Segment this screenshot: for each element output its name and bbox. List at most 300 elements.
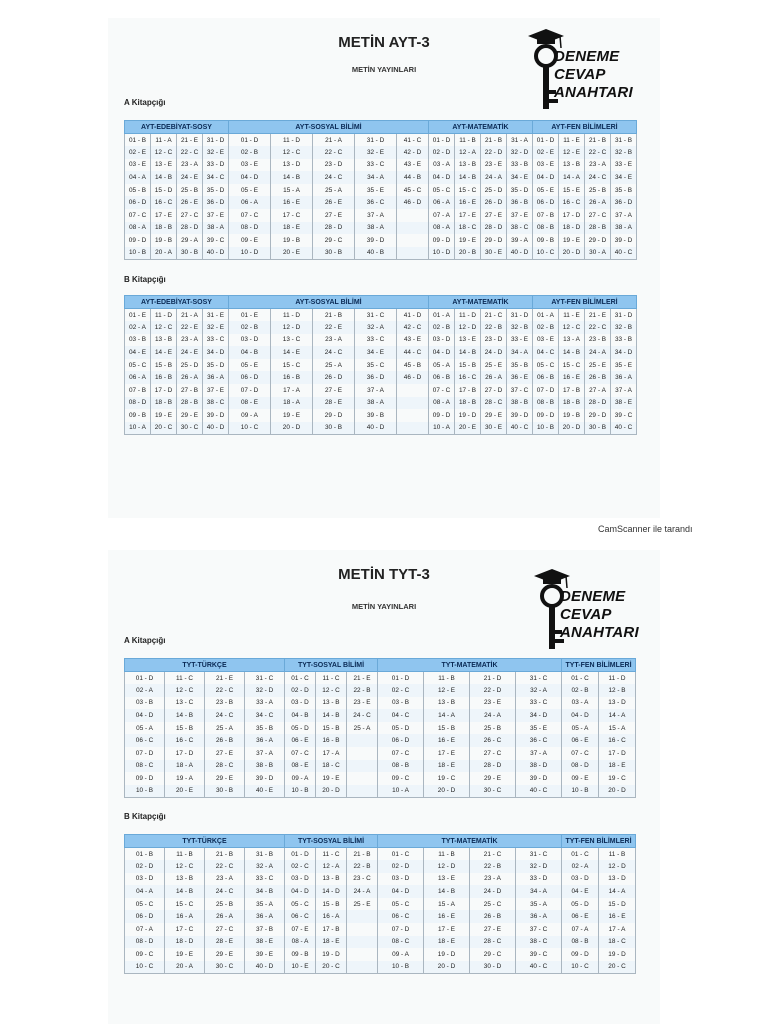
section-header: TYT-SOSYAL BİLİMİ	[285, 659, 378, 672]
answer-cell: 38 - D	[516, 760, 562, 773]
answer-cell: 03 - B	[125, 334, 151, 347]
answer-cell: 22 - C	[177, 146, 203, 159]
table-row	[125, 936, 636, 949]
answer-cell: 19 - D	[316, 948, 347, 961]
answer-cell: 19 - E	[559, 234, 585, 247]
table-row	[125, 171, 637, 184]
answer-cell: 40 - C	[507, 422, 533, 435]
answer-cell: 15 - B	[316, 722, 347, 735]
answer-cell: 05 - B	[125, 184, 151, 197]
answer-cell: 01 - E	[125, 309, 151, 322]
answer-cell: 11 - A	[151, 134, 177, 147]
table-row	[125, 860, 636, 873]
answer-cell: 23 - D	[313, 159, 355, 172]
table-row	[125, 885, 636, 898]
table-row	[125, 734, 636, 747]
answer-cell: 29 - D	[585, 409, 611, 422]
answer-cell: 37 - E	[203, 384, 229, 397]
answer-cell: 29 - D	[481, 234, 507, 247]
answer-cell: 22 - B	[481, 321, 507, 334]
answer-cell: 19 - E	[316, 772, 347, 785]
answer-cell: 02 - A	[562, 860, 599, 873]
camscanner-footer: CamScanner ile tarandı	[598, 524, 693, 534]
answer-cell: 01 - D	[285, 848, 316, 861]
answer-cell: 02 - D	[378, 860, 424, 873]
answer-key-page-ayt	[108, 18, 660, 518]
answer-cell: 24 - C	[313, 171, 355, 184]
answer-cell: 10 - B	[125, 247, 151, 260]
answer-cell: 20 - D	[316, 785, 347, 798]
answer-cell: 20 - A	[151, 247, 177, 260]
answer-cell: 38 - B	[245, 760, 285, 773]
answer-cell: 14 - B	[165, 709, 205, 722]
answer-cell: 09 - D	[429, 234, 455, 247]
answer-cell: 02 - B	[562, 684, 599, 697]
answer-cell: 18 - C	[455, 222, 481, 235]
answer-cell: 02 - C	[378, 684, 424, 697]
answer-cell: 11 - B	[424, 672, 470, 685]
answer-cell: 17 - E	[455, 209, 481, 222]
answer-cell: 35 - B	[507, 359, 533, 372]
answer-cell: 12 - D	[271, 321, 313, 334]
answer-cell: 44 - C	[397, 346, 429, 359]
answer-cell: 03 - D	[285, 697, 316, 710]
answer-cell: 13 - E	[424, 873, 470, 886]
answer-cell	[347, 948, 378, 961]
answer-cell: 23 - A	[177, 159, 203, 172]
answer-cell: 37 - A	[611, 209, 637, 222]
answer-cell: 23 - B	[205, 697, 245, 710]
answer-cell: 39 - B	[355, 409, 397, 422]
table-row	[125, 722, 636, 735]
answer-cell: 22 - D	[481, 146, 507, 159]
answer-cell: 09 - A	[229, 409, 271, 422]
answer-cell: 13 - B	[455, 159, 481, 172]
answer-cell: 35 - D	[203, 359, 229, 372]
answer-cell: 26 - D	[481, 196, 507, 209]
answer-cell: 12 - C	[559, 321, 585, 334]
answer-cell: 22 - E	[313, 321, 355, 334]
answer-cell: 08 - E	[229, 397, 271, 410]
answer-cell: 20 - C	[599, 961, 636, 974]
section-header: AYT-MATEMATİK	[429, 296, 533, 309]
table-row	[125, 898, 636, 911]
answer-cell: 01 - E	[229, 309, 271, 322]
answer-cell: 05 - C	[378, 898, 424, 911]
answer-cell: 08 - A	[429, 397, 455, 410]
answer-cell: 06 - D	[125, 910, 165, 923]
answer-cell: 16 - C	[151, 196, 177, 209]
answer-cell: 23 - B	[585, 334, 611, 347]
answer-cell: 36 - E	[507, 371, 533, 384]
answer-cell: 28 - D	[177, 222, 203, 235]
answer-table-booklet-b	[124, 834, 636, 974]
answer-table-booklet-a	[124, 120, 637, 260]
answer-cell: 13 - B	[316, 873, 347, 886]
answer-cell: 05 - E	[229, 359, 271, 372]
answer-cell: 25 - D	[177, 359, 203, 372]
answer-cell: 14 - A	[559, 171, 585, 184]
section-header: TYT-TÜRKÇE	[125, 659, 285, 672]
answer-cell: 27 - E	[481, 209, 507, 222]
answer-cell: 36 - A	[516, 910, 562, 923]
answer-cell: 08 - A	[125, 222, 151, 235]
answer-cell: 21 - E	[177, 134, 203, 147]
answer-cell: 41 - C	[397, 134, 429, 147]
logo-line-1: DENEME	[554, 48, 620, 65]
answer-cell: 38 - A	[355, 222, 397, 235]
answer-cell: 05 - A	[562, 722, 599, 735]
answer-table-booklet-a	[124, 658, 636, 798]
answer-cell: 15 - C	[165, 898, 205, 911]
answer-cell: 19 - D	[455, 409, 481, 422]
answer-cell: 09 - A	[378, 948, 424, 961]
table-row	[125, 747, 636, 760]
answer-cell: 32 - B	[611, 146, 637, 159]
answer-cell: 21 - D	[470, 672, 516, 685]
answer-cell: 19 - B	[151, 234, 177, 247]
answer-cell: 17 - A	[316, 747, 347, 760]
answer-cell: 06 - A	[429, 196, 455, 209]
answer-cell	[397, 397, 429, 410]
answer-cell: 15 - B	[151, 359, 177, 372]
answer-cell: 30 - B	[177, 247, 203, 260]
answer-cell: 12 - E	[559, 146, 585, 159]
answer-cell: 38 - A	[611, 222, 637, 235]
section-header: TYT-FEN BİLİMLERİ	[562, 659, 636, 672]
answer-cell: 18 - B	[455, 397, 481, 410]
answer-cell: 08 - D	[125, 936, 165, 949]
answer-cell: 28 - B	[585, 222, 611, 235]
answer-cell: 16 - C	[455, 371, 481, 384]
answer-cell: 01 - D	[533, 134, 559, 147]
answer-cell: 27 - D	[481, 384, 507, 397]
answer-cell: 10 - B	[125, 785, 165, 798]
answer-cell: 16 - E	[271, 196, 313, 209]
answer-cell: 32 - D	[507, 146, 533, 159]
table-row	[125, 159, 637, 172]
answer-cell: 32 - A	[516, 684, 562, 697]
answer-cell: 09 - E	[562, 772, 599, 785]
answer-cell: 20 - E	[455, 422, 481, 435]
table-row	[125, 948, 636, 961]
answer-cell: 31 - C	[516, 848, 562, 861]
answer-cell: 31 - D	[611, 309, 637, 322]
answer-cell: 26 - C	[470, 734, 516, 747]
publisher-subtitle: METİN YAYINLARI	[351, 602, 417, 611]
table-row	[125, 334, 637, 347]
answer-cell: 40 - D	[245, 961, 285, 974]
answer-cell: 19 - E	[455, 234, 481, 247]
answer-cell: 06 - D	[533, 196, 559, 209]
answer-cell: 18 - D	[165, 936, 205, 949]
answer-cell: 31 - D	[355, 134, 397, 147]
answer-cell: 22 - B	[347, 860, 378, 873]
answer-cell: 09 - B	[125, 409, 151, 422]
answer-cell: 23 - E	[470, 697, 516, 710]
answer-cell: 11 - D	[151, 309, 177, 322]
answer-cell: 10 - E	[285, 961, 316, 974]
answer-cell: 21 - B	[481, 134, 507, 147]
answer-cell: 06 - A	[125, 371, 151, 384]
answer-cell: 12 - B	[599, 684, 636, 697]
answer-cell: 14 - B	[151, 171, 177, 184]
answer-cell: 29 - C	[470, 948, 516, 961]
answer-cell: 28 - D	[470, 760, 516, 773]
answer-cell: 40 - D	[507, 247, 533, 260]
answer-cell: 34 - D	[516, 709, 562, 722]
answer-cell: 03 - D	[562, 873, 599, 886]
answer-cell: 39 - C	[516, 948, 562, 961]
answer-cell: 24 - A	[481, 171, 507, 184]
table-row	[125, 397, 637, 410]
answer-cell: 25 - B	[585, 184, 611, 197]
answer-cell: 33 - C	[355, 334, 397, 347]
answer-cell: 01 - A	[429, 309, 455, 322]
answer-cell: 30 - B	[313, 247, 355, 260]
answer-cell: 12 - E	[424, 684, 470, 697]
answer-cell: 21 - B	[347, 848, 378, 861]
answer-cell: 09 - D	[125, 234, 151, 247]
answer-cell: 39 - D	[516, 772, 562, 785]
answer-cell: 34 - A	[507, 346, 533, 359]
answer-cell: 18 - D	[559, 222, 585, 235]
table-row	[125, 848, 636, 861]
section-header: AYT-SOSYAL BİLİMİ	[229, 121, 429, 134]
answer-cell: 35 - B	[245, 722, 285, 735]
answer-table-booklet-b	[124, 295, 637, 435]
answer-cell: 09 - C	[378, 772, 424, 785]
answer-cell: 18 - E	[271, 222, 313, 235]
answer-cell: 05 - C	[533, 359, 559, 372]
answer-cell: 25 - A	[205, 722, 245, 735]
answer-cell: 36 - A	[245, 910, 285, 923]
answer-cell: 09 - D	[125, 772, 165, 785]
answer-cell: 17 - B	[455, 384, 481, 397]
answer-cell: 14 - D	[316, 885, 347, 898]
answer-cell: 35 - B	[611, 184, 637, 197]
answer-cell: 44 - B	[397, 171, 429, 184]
answer-cell: 01 - D	[125, 672, 165, 685]
answer-cell: 04 - A	[125, 171, 151, 184]
answer-cell: 27 - E	[205, 747, 245, 760]
answer-cell: 13 - C	[271, 334, 313, 347]
answer-cell	[347, 910, 378, 923]
answer-cell: 11 - C	[165, 672, 205, 685]
answer-cell: 24 - A	[470, 709, 516, 722]
table-row	[125, 234, 637, 247]
answer-cell: 17 - D	[165, 747, 205, 760]
answer-cell: 22 - C	[205, 860, 245, 873]
answer-cell: 02 - B	[229, 146, 271, 159]
answer-cell: 02 - E	[125, 146, 151, 159]
answer-cell: 08 - B	[533, 222, 559, 235]
answer-cell: 20 - A	[165, 961, 205, 974]
answer-cell: 01 - A	[533, 309, 559, 322]
section-header: AYT-EDEBİYAT-SOSY	[125, 296, 229, 309]
answer-cell: 21 - A	[313, 134, 355, 147]
answer-cell: 28 - E	[205, 936, 245, 949]
answer-cell: 03 - D	[125, 873, 165, 886]
answer-cell: 30 - D	[470, 961, 516, 974]
answer-cell: 16 - A	[165, 910, 205, 923]
answer-cell: 06 - C	[125, 734, 165, 747]
answer-cell: 07 - C	[429, 384, 455, 397]
answer-cell	[347, 734, 378, 747]
answer-cell	[397, 384, 429, 397]
answer-cell: 20 - D	[424, 961, 470, 974]
answer-cell: 29 - D	[585, 234, 611, 247]
answer-cell	[347, 961, 378, 974]
answer-cell: 05 - D	[285, 722, 316, 735]
answer-cell: 10 - C	[125, 961, 165, 974]
answer-cell: 16 - E	[424, 910, 470, 923]
answer-cell: 14 - A	[599, 709, 636, 722]
answer-cell: 01 - D	[229, 134, 271, 147]
table-row	[125, 309, 637, 322]
section-header: AYT-FEN BİLİMLERİ	[533, 296, 637, 309]
answer-cell: 33 - E	[611, 159, 637, 172]
answer-cell: 27 - C	[470, 747, 516, 760]
answer-cell: 46 - D	[397, 196, 429, 209]
answer-cell: 38 - C	[516, 936, 562, 949]
answer-cell: 29 - E	[205, 772, 245, 785]
logo-line-2: CEVAP	[560, 606, 612, 623]
answer-cell: 02 - D	[285, 684, 316, 697]
answer-cell: 20 - E	[271, 247, 313, 260]
answer-cell: 25 - A	[313, 184, 355, 197]
answer-cell: 40 - B	[355, 247, 397, 260]
answer-cell: 39 - D	[245, 772, 285, 785]
answer-cell: 28 - D	[481, 222, 507, 235]
answer-cell: 20 - D	[424, 785, 470, 798]
answer-cell: 10 - A	[125, 422, 151, 435]
answer-cell: 11 - D	[599, 672, 636, 685]
answer-cell: 29 - A	[177, 234, 203, 247]
answer-cell: 39 - D	[355, 234, 397, 247]
answer-cell: 03 - D	[229, 334, 271, 347]
table-row	[125, 760, 636, 773]
answer-cell: 36 - B	[507, 196, 533, 209]
answer-cell	[397, 209, 429, 222]
answer-cell: 29 - E	[470, 772, 516, 785]
answer-cell: 13 - E	[455, 334, 481, 347]
answer-cell: 04 - B	[229, 346, 271, 359]
answer-cell: 12 - C	[151, 146, 177, 159]
answer-cell: 32 - D	[516, 860, 562, 873]
answer-cell: 26 - E	[177, 196, 203, 209]
answer-cell: 20 - E	[165, 785, 205, 798]
answer-cell: 14 - E	[271, 346, 313, 359]
answer-cell: 45 - B	[397, 359, 429, 372]
answer-cell: 22 - C	[313, 146, 355, 159]
answer-cell: 11 - B	[165, 848, 205, 861]
answer-cell: 07 - C	[229, 209, 271, 222]
answer-cell: 26 - B	[470, 910, 516, 923]
answer-cell: 12 - C	[271, 146, 313, 159]
answer-cell: 07 - C	[378, 747, 424, 760]
answer-cell: 08 - B	[533, 397, 559, 410]
answer-cell: 14 - B	[316, 709, 347, 722]
answer-cell: 34 - E	[611, 171, 637, 184]
answer-cell: 39 - E	[245, 948, 285, 961]
answer-cell: 06 - D	[378, 734, 424, 747]
answer-cell: 14 - A	[599, 885, 636, 898]
answer-cell: 29 - D	[313, 409, 355, 422]
answer-cell: 02 - A	[125, 321, 151, 334]
answer-cell: 34 - A	[516, 885, 562, 898]
answer-cell: 18 - C	[316, 760, 347, 773]
answer-cell: 36 - D	[203, 196, 229, 209]
answer-cell: 37 - C	[507, 384, 533, 397]
answer-cell: 07 - A	[125, 923, 165, 936]
answer-cell: 16 - C	[599, 734, 636, 747]
answer-cell: 26 - A	[205, 910, 245, 923]
table-row	[125, 697, 636, 710]
answer-cell: 09 - B	[285, 948, 316, 961]
answer-cell: 37 - A	[355, 384, 397, 397]
answer-cell: 12 - C	[165, 860, 205, 873]
table-row	[125, 321, 637, 334]
answer-cell: 09 - C	[125, 948, 165, 961]
answer-cell: 31 - D	[507, 309, 533, 322]
answer-cell	[347, 772, 378, 785]
answer-cell: 08 - A	[285, 936, 316, 949]
answer-cell: 25 - E	[481, 359, 507, 372]
answer-cell: 30 - B	[205, 785, 245, 798]
answer-cell: 01 - B	[125, 134, 151, 147]
answer-cell: 01 - D	[378, 672, 424, 685]
answer-cell: 16 - E	[599, 910, 636, 923]
answer-cell: 11 - E	[559, 309, 585, 322]
answer-cell: 21 - C	[481, 309, 507, 322]
table-row	[125, 209, 637, 222]
answer-cell: 13 - C	[165, 697, 205, 710]
section-header: AYT-FEN BİLİMLERİ	[533, 121, 637, 134]
answer-cell: 17 - A	[599, 923, 636, 936]
answer-cell: 32 - A	[245, 860, 285, 873]
answer-cell: 23 - E	[481, 159, 507, 172]
answer-cell: 16 - E	[455, 196, 481, 209]
answer-cell: 34 - C	[245, 709, 285, 722]
answer-cell: 27 - E	[313, 209, 355, 222]
answer-cell: 25 - B	[470, 722, 516, 735]
answer-cell: 37 - A	[611, 384, 637, 397]
answer-cell: 34 - B	[245, 885, 285, 898]
answer-cell: 07 - D	[125, 747, 165, 760]
table-row	[125, 409, 637, 422]
answer-cell: 23 - D	[481, 334, 507, 347]
answer-cell: 24 - C	[205, 885, 245, 898]
answer-cell: 06 - C	[378, 910, 424, 923]
answer-cell: 33 - C	[516, 697, 562, 710]
answer-cell: 07 - B	[125, 384, 151, 397]
deneme-cevap-anahtari-logo	[532, 566, 650, 654]
answer-cell: 18 - E	[599, 760, 636, 773]
answer-cell: 32 - E	[203, 146, 229, 159]
answer-cell	[397, 409, 429, 422]
answer-cell: 07 - D	[533, 384, 559, 397]
answer-cell: 42 - C	[397, 321, 429, 334]
answer-cell: 32 - E	[203, 321, 229, 334]
answer-cell: 03 - E	[125, 159, 151, 172]
answer-cell: 43 - E	[397, 159, 429, 172]
answer-cell: 19 - E	[151, 409, 177, 422]
answer-cell: 22 - C	[205, 684, 245, 697]
table-row	[125, 247, 637, 260]
answer-cell: 31 - C	[355, 309, 397, 322]
answer-cell: 08 - D	[229, 222, 271, 235]
